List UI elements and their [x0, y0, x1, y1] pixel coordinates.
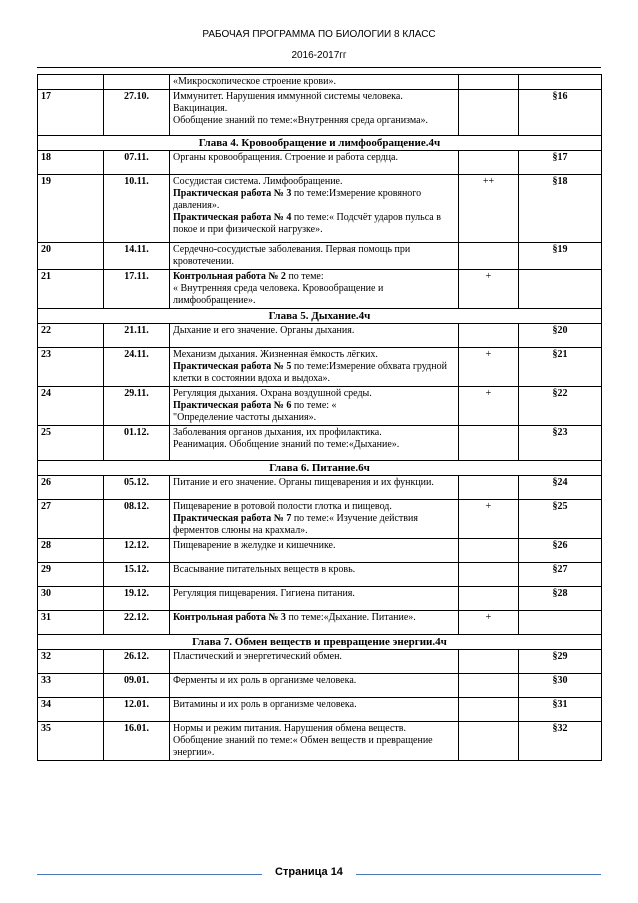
topic-text: Реанимация. Обобщение знаний по теме:«Дыхание». — [173, 439, 400, 450]
lesson-number: 24 — [38, 387, 104, 426]
lesson-date: 21.11. — [104, 324, 170, 348]
lesson-date: 05.12. — [104, 476, 170, 500]
lesson-topic — [170, 151, 459, 175]
lesson-topic — [170, 698, 459, 722]
chapter-row — [38, 136, 602, 151]
topic-text: Регуляция пищеварения. Гигиена питания. — [173, 588, 355, 599]
lesson-paragraph: §28 — [519, 587, 602, 611]
lesson-paragraph: §30 — [519, 674, 602, 698]
lesson-topic — [170, 324, 459, 348]
topic-text: Всасывание питательных веществ в кровь. — [173, 564, 356, 575]
lesson-number: 28 — [38, 539, 104, 563]
chapter-row — [38, 635, 602, 650]
practical-work-label: Практическая работа № 4 — [173, 212, 292, 223]
practical-work-label: Практическая работа № 5 — [173, 361, 292, 372]
lesson-row — [38, 539, 602, 563]
lesson-mark — [459, 539, 519, 563]
lesson-topic — [170, 674, 459, 698]
topic-text: Заболевания органов дыхания, их профилактика. — [173, 427, 382, 438]
chapter-row — [38, 461, 602, 476]
lesson-topic — [170, 243, 459, 270]
lesson-mark — [459, 674, 519, 698]
lesson-mark: + — [459, 270, 519, 309]
lesson-date: 07.11. — [104, 151, 170, 175]
topic-text: по теме:«Дыхание. Питание». — [285, 612, 416, 623]
topic-text: Обобщение знаний по теме:«Внутренняя среда организма». — [173, 115, 429, 126]
lesson-topic — [170, 476, 459, 500]
lesson-paragraph: §23 — [519, 426, 602, 461]
lesson-topic — [170, 587, 459, 611]
lesson-row — [38, 476, 602, 500]
lesson-row — [38, 175, 602, 243]
lesson-row — [38, 563, 602, 587]
lesson-row — [38, 611, 602, 635]
header-divider — [37, 67, 601, 68]
lesson-date: 12.12. — [104, 539, 170, 563]
lesson-topic — [170, 650, 459, 674]
topic-text: «Микроскопическое строение крови». — [173, 76, 336, 87]
topic-text: Питание и его значение. Органы пищеварения и их функции. — [173, 477, 434, 488]
topic-text: "Определение частоты дыхания». — [173, 412, 317, 423]
lesson-date: 26.12. — [104, 650, 170, 674]
chapter-title: Глава 7. Обмен веществ и превращение энергии.4ч — [38, 635, 602, 650]
lesson-number: 19 — [38, 175, 104, 243]
lesson-date: 22.12. — [104, 611, 170, 635]
lesson-row — [38, 650, 602, 674]
lesson-date: 29.11. — [104, 387, 170, 426]
lesson-paragraph: §32 — [519, 722, 602, 761]
lesson-paragraph: §19 — [519, 243, 602, 270]
lesson-number: 22 — [38, 324, 104, 348]
lesson-topic — [170, 75, 459, 90]
lesson-number: 29 — [38, 563, 104, 587]
lesson-mark: ++ — [459, 175, 519, 243]
lesson-number: 27 — [38, 500, 104, 539]
lesson-mark — [459, 650, 519, 674]
lesson-topic — [170, 175, 459, 243]
topic-text: по теме:Измерение обхвата грудной клетки в состоянии вдоха и выдоха». — [173, 361, 447, 384]
lesson-topic — [170, 270, 459, 309]
lesson-date: 15.12. — [104, 563, 170, 587]
lesson-topic — [170, 387, 459, 426]
lesson-mark — [459, 151, 519, 175]
topic-text: Пищеварение в ротовой полости глотка и пищевод. — [173, 501, 392, 512]
lesson-topic — [170, 348, 459, 387]
lesson-row — [38, 348, 602, 387]
lesson-date: 24.11. — [104, 348, 170, 387]
lesson-row — [38, 698, 602, 722]
lesson-mark — [459, 563, 519, 587]
lesson-mark — [459, 75, 519, 90]
lesson-date: 27.10. — [104, 90, 170, 136]
topic-text: Органы кровообращения. Строение и работа сердца. — [173, 152, 398, 163]
lesson-number: 23 — [38, 348, 104, 387]
lesson-row — [38, 151, 602, 175]
lesson-topic — [170, 90, 459, 136]
lesson-number: 20 — [38, 243, 104, 270]
lesson-mark: + — [459, 500, 519, 539]
practical-work-label: Практическая работа № 3 — [173, 188, 292, 199]
lesson-topic — [170, 426, 459, 461]
lesson-mark — [459, 722, 519, 761]
lesson-number: 33 — [38, 674, 104, 698]
lesson-number: 35 — [38, 722, 104, 761]
topic-text: по теме: — [285, 271, 324, 282]
lesson-mark — [459, 243, 519, 270]
footer-rule-right — [356, 874, 601, 875]
lesson-row — [38, 75, 602, 90]
topic-text: по теме:« Изучение действия ферментов слюны на крахмал». — [173, 513, 418, 536]
lesson-date: 09.01. — [104, 674, 170, 698]
topic-text: Пластический и энергетический обмен. — [173, 651, 342, 662]
lesson-date: 10.11. — [104, 175, 170, 243]
lesson-paragraph — [519, 611, 602, 635]
lesson-paragraph: §16 — [519, 90, 602, 136]
lesson-date: 08.12. — [104, 500, 170, 539]
lesson-number: 25 — [38, 426, 104, 461]
lesson-paragraph: §27 — [519, 563, 602, 587]
document-title: РАБОЧАЯ ПРОГРАММА ПО БИОЛОГИИ 8 КЛАСС — [202, 29, 436, 40]
lesson-number: 26 — [38, 476, 104, 500]
lesson-row — [38, 500, 602, 539]
lesson-row — [38, 587, 602, 611]
lesson-mark — [459, 426, 519, 461]
lesson-number: 30 — [38, 587, 104, 611]
topic-text: Обобщение знаний по теме:« Обмен веществ и превращение энергии». — [173, 735, 433, 758]
lesson-row — [38, 90, 602, 136]
footer-rule-left — [37, 874, 262, 875]
topic-text: « Внутренняя среда человека. Кровообращение и лимфообращение». — [173, 283, 384, 306]
school-years: 2016-2017гг — [291, 50, 347, 61]
chapter-title: Глава 5. Дыхание.4ч — [38, 309, 602, 324]
lesson-topic — [170, 611, 459, 635]
lesson-date: 17.11. — [104, 270, 170, 309]
lesson-number: 18 — [38, 151, 104, 175]
topic-text: по теме: « — [291, 400, 337, 411]
lesson-number — [38, 75, 104, 90]
lesson-row — [38, 324, 602, 348]
topic-text: Механизм дыхания. Жизненная ёмкость лёгких. — [173, 349, 378, 360]
lesson-number: 32 — [38, 650, 104, 674]
topic-text: Дыхание и его значение. Органы дыхания. — [173, 325, 355, 336]
lesson-number: 31 — [38, 611, 104, 635]
lesson-number: 21 — [38, 270, 104, 309]
page-number: Страница 14 — [275, 866, 343, 878]
lesson-mark: + — [459, 348, 519, 387]
topic-text: Иммунитет. Нарушения иммунной системы человека. Вакцинация. — [173, 91, 403, 114]
lesson-paragraph — [519, 75, 602, 90]
lesson-number: 17 — [38, 90, 104, 136]
lesson-topic — [170, 539, 459, 563]
lesson-paragraph: §26 — [519, 539, 602, 563]
practical-work-label: Контрольная работа № 3 — [173, 612, 286, 623]
topic-text: Сосудистая система. Лимфообращение. — [173, 176, 343, 187]
lesson-date: 01.12. — [104, 426, 170, 461]
lesson-row — [38, 722, 602, 761]
topic-text: Регуляция дыхания. Охрана воздушной среды. — [173, 388, 372, 399]
lesson-mark — [459, 587, 519, 611]
lesson-row — [38, 674, 602, 698]
lesson-paragraph — [519, 270, 602, 309]
topic-text: по теме:« Подсчёт ударов пульса в покое и при физической нагрузке». — [173, 212, 441, 235]
lesson-row — [38, 270, 602, 309]
lesson-plan-table — [37, 74, 602, 761]
lesson-row — [38, 243, 602, 270]
lesson-paragraph: §29 — [519, 650, 602, 674]
lesson-mark — [459, 476, 519, 500]
lesson-paragraph: §24 — [519, 476, 602, 500]
lesson-mark: + — [459, 611, 519, 635]
chapter-title: Глава 4. Кровообращение и лимфообращение.4ч — [38, 136, 602, 151]
lesson-paragraph: §17 — [519, 151, 602, 175]
lesson-number: 34 — [38, 698, 104, 722]
lesson-date: 14.11. — [104, 243, 170, 270]
topic-text: Витамины и их роль в организме человека. — [173, 699, 357, 710]
lesson-row — [38, 387, 602, 426]
lesson-mark — [459, 698, 519, 722]
chapter-row — [38, 309, 602, 324]
lesson-paragraph: §22 — [519, 387, 602, 426]
lesson-date — [104, 75, 170, 90]
practical-work-label: Практическая работа № 6 — [173, 400, 292, 411]
lesson-topic — [170, 563, 459, 587]
lesson-date: 12.01. — [104, 698, 170, 722]
lesson-paragraph: §20 — [519, 324, 602, 348]
lesson-row — [38, 426, 602, 461]
lesson-topic — [170, 722, 459, 761]
practical-work-label: Контрольная работа № 2 — [173, 271, 286, 282]
lesson-mark: + — [459, 387, 519, 426]
topic-text: Ферменты и их роль в организме человека. — [173, 675, 357, 686]
lesson-paragraph: §21 — [519, 348, 602, 387]
lesson-date: 19.12. — [104, 587, 170, 611]
practical-work-label: Практическая работа № 7 — [173, 513, 292, 524]
lesson-topic — [170, 500, 459, 539]
lesson-plan-body — [38, 75, 602, 761]
lesson-date: 16.01. — [104, 722, 170, 761]
lesson-paragraph: §31 — [519, 698, 602, 722]
lesson-paragraph: §18 — [519, 175, 602, 243]
chapter-title: Глава 6. Питание.6ч — [38, 461, 602, 476]
lesson-paragraph: §25 — [519, 500, 602, 539]
topic-text: Сердечно-сосудистые заболевания. Первая помощь при кровотечении. — [173, 244, 411, 267]
topic-text: Нормы и режим питания. Нарушения обмена веществ. — [173, 723, 406, 734]
lesson-mark — [459, 90, 519, 136]
topic-text: Пищеварение в желудке и кишечнике. — [173, 540, 336, 551]
lesson-mark — [459, 324, 519, 348]
topic-text: по теме:Измерение кровяного давления». — [173, 188, 422, 211]
